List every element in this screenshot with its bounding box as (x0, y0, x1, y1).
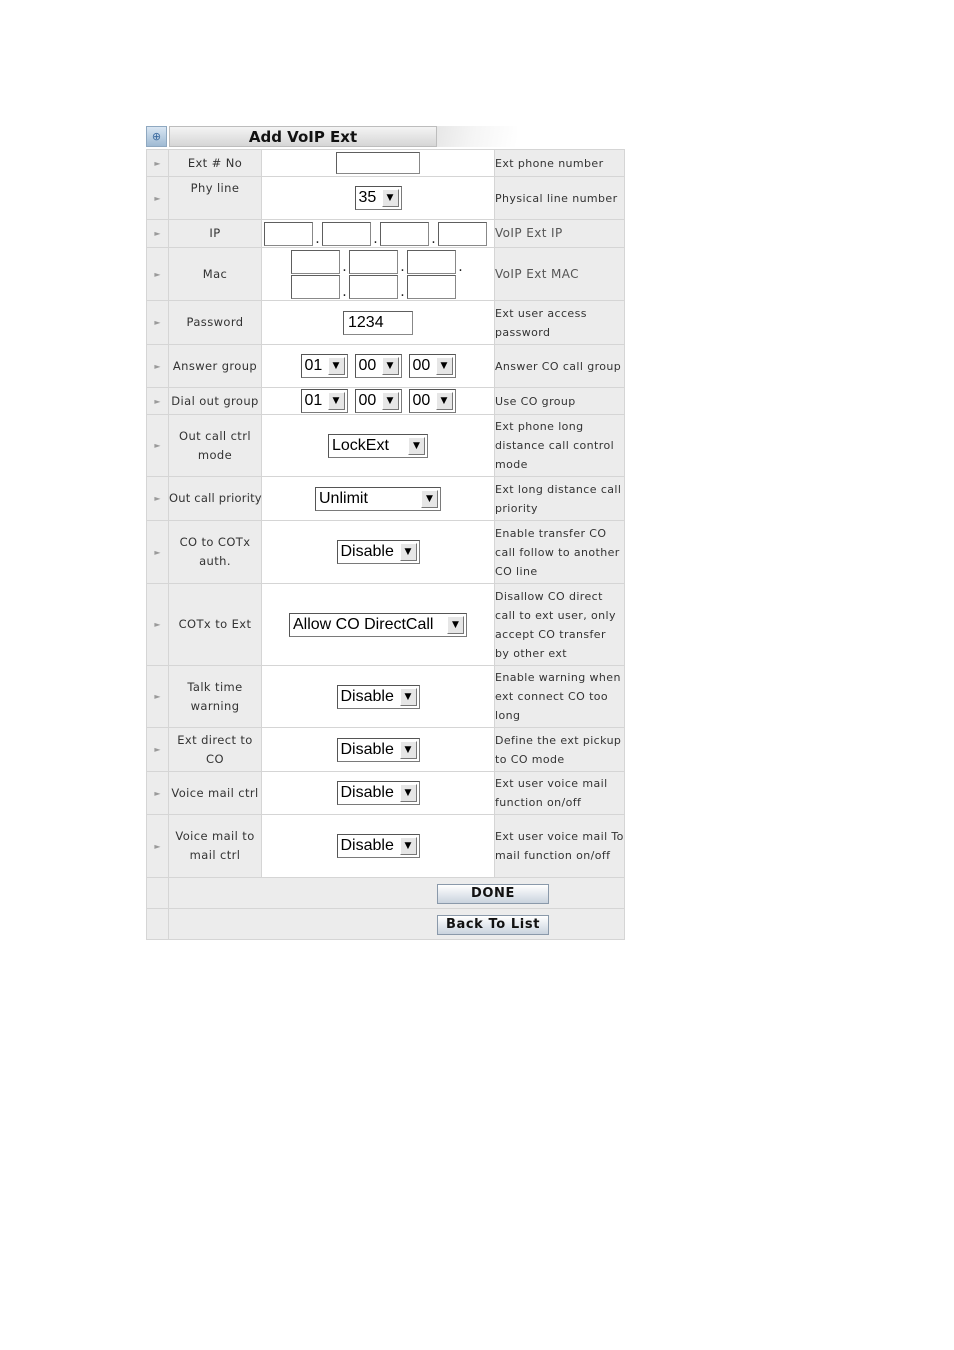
answer-group-value-2: 00 (358, 357, 377, 374)
row-cotx-to-ext (147, 584, 625, 666)
row-ext-direct-to-co (147, 728, 625, 772)
ip-dot: . (431, 230, 436, 247)
panel-title-bar (146, 126, 625, 148)
row-arrow-icon: ► (147, 220, 169, 248)
row-ip (147, 220, 625, 248)
row-arrow-icon: ► (147, 248, 169, 301)
out-call-ctrl-mode-desc: Ext phone long distance call control mode (495, 415, 625, 477)
chevron-down-icon[interactable]: ▼ (382, 357, 399, 375)
mac-dot: . (342, 283, 347, 300)
row-mac (147, 248, 625, 301)
row-talk-time-warning (147, 666, 625, 728)
done-button[interactable]: DONE (437, 884, 549, 904)
cotx-to-ext-select[interactable] (289, 613, 467, 637)
answer-group-value-3: 00 (412, 357, 431, 374)
expand-icon[interactable]: ⊕ (146, 126, 167, 147)
row-password (147, 301, 625, 345)
password-input[interactable]: 1234 (343, 311, 413, 335)
row-arrow-icon: ► (147, 301, 169, 345)
chevron-down-icon[interactable]: ▼ (400, 688, 417, 706)
chevron-down-icon[interactable]: ▼ (421, 490, 438, 508)
mac-desc: VoIP Ext MAC (495, 248, 625, 301)
row-arrow-icon: ► (147, 345, 169, 388)
co-to-cotx-auth-label: CO to COTx auth. (169, 521, 262, 584)
ip-octet-4[interactable] (438, 222, 487, 246)
row-arrow-icon: ► (147, 772, 169, 815)
out-call-priority-desc: Ext long distance call priority (495, 477, 625, 521)
voice-mail-to-mail-ctrl-value: Disable (340, 837, 394, 854)
co-to-cotx-auth-desc: Enable transfer CO call follow to another CO line (495, 521, 625, 584)
dial-out-group-value-2: 00 (358, 392, 377, 409)
row-arrow-icon: ► (147, 815, 169, 878)
voice-mail-ctrl-value: Disable (340, 784, 394, 801)
row-answer-group (147, 345, 625, 388)
chevron-down-icon[interactable]: ▼ (382, 189, 399, 207)
ip-octet-2[interactable] (322, 222, 371, 246)
row-voice-mail-to-mail-ctrl (147, 815, 625, 878)
answer-group-desc: Answer CO call group (495, 345, 625, 388)
mac-dot: . (342, 258, 347, 275)
row-phy-line (147, 177, 625, 220)
row-arrow-icon: ► (147, 584, 169, 666)
voice-mail-ctrl-label: Voice mail ctrl (169, 772, 262, 815)
talk-time-warning-label: Talk time warning (169, 666, 262, 728)
row-back (147, 909, 625, 940)
ip-label: IP (169, 220, 262, 248)
dial-out-group-select-1[interactable] (301, 389, 348, 413)
mac-byte-1[interactable] (291, 250, 340, 274)
answer-group-select-3[interactable] (409, 354, 456, 378)
ext-direct-to-co-value: Disable (340, 740, 394, 758)
row-arrow-icon: ► (147, 728, 169, 772)
chevron-down-icon[interactable]: ▼ (328, 357, 345, 375)
chevron-down-icon[interactable]: ▼ (400, 837, 417, 855)
ip-dot: . (315, 230, 320, 247)
row-arrow-icon: ► (147, 150, 169, 177)
mac-label: Mac (169, 248, 262, 301)
out-call-ctrl-mode-label: Out call ctrl mode (169, 415, 262, 477)
ext-direct-to-co-label: Ext direct to CO (169, 728, 262, 772)
password-label: Password (169, 301, 262, 345)
cotx-to-ext-desc: Disallow CO direct call to ext user, only accept CO transfer by other ext (495, 584, 625, 666)
mac-byte-6[interactable] (407, 275, 456, 299)
answer-group-value-1: 01 (304, 357, 323, 374)
mac-dot: . (458, 258, 463, 275)
row-done (147, 878, 625, 909)
title-bar-fade (437, 126, 517, 147)
answer-group-label: Answer group (169, 345, 262, 388)
dial-out-group-label: Dial out group (169, 388, 262, 415)
row-ext-no (147, 150, 625, 177)
ip-octet-3[interactable] (380, 222, 429, 246)
dial-out-group-select-2[interactable] (355, 389, 402, 413)
chevron-down-icon[interactable]: ▼ (400, 543, 417, 561)
chevron-down-icon[interactable]: ▼ (400, 784, 417, 802)
dial-out-group-value-1: 01 (304, 392, 323, 409)
row-arrow-icon: ► (147, 415, 169, 477)
phy-line-label: Phy line (169, 177, 262, 220)
chevron-down-icon[interactable]: ▼ (328, 392, 345, 410)
phy-line-select[interactable] (355, 186, 402, 210)
password-desc: Ext user access password (495, 301, 625, 345)
ext-no-label: Ext # No (169, 150, 262, 177)
answer-group-select-1[interactable] (301, 354, 348, 378)
mac-byte-2[interactable] (349, 250, 398, 274)
cotx-to-ext-value: Allow CO DirectCall (293, 615, 434, 633)
chevron-down-icon[interactable]: ▼ (436, 392, 453, 410)
panel-title: Add VoIP Ext (169, 126, 437, 147)
dial-out-group-desc: Use CO group (495, 388, 625, 415)
co-to-cotx-auth-select[interactable] (337, 540, 420, 564)
row-arrow-icon: ► (147, 521, 169, 584)
out-call-ctrl-mode-value: LockExt (332, 436, 389, 454)
co-to-cotx-auth-value: Disable (340, 543, 394, 560)
add-voip-ext-panel (146, 126, 625, 940)
voice-mail-ctrl-desc: Ext user voice mail function on/off (495, 772, 625, 815)
ext-direct-to-co-desc: Define the ext pickup to CO mode (495, 728, 625, 772)
chevron-down-icon[interactable]: ▼ (436, 357, 453, 375)
row-voice-mail-ctrl (147, 772, 625, 815)
chevron-down-icon[interactable]: ▼ (382, 392, 399, 410)
row-out-call-ctrl-mode (147, 415, 625, 477)
cotx-to-ext-label: COTx to Ext (169, 584, 262, 666)
chevron-down-icon[interactable]: ▼ (447, 616, 464, 634)
voice-mail-ctrl-select[interactable] (337, 781, 420, 805)
ip-dot: . (373, 230, 378, 247)
row-arrow-icon: ► (147, 666, 169, 728)
ext-no-input[interactable] (336, 152, 420, 174)
row-co-to-cotx-auth (147, 521, 625, 584)
mac-byte-3[interactable] (407, 250, 456, 274)
row-arrow-icon: ► (147, 477, 169, 521)
answer-group-select-2[interactable] (355, 354, 402, 378)
voice-mail-to-mail-ctrl-select[interactable] (337, 834, 420, 858)
ext-settings-table (146, 149, 625, 940)
voice-mail-to-mail-ctrl-label: Voice mail to mail ctrl (169, 815, 262, 878)
ext-no-desc: Ext phone number (495, 150, 625, 177)
out-call-priority-select[interactable] (315, 487, 441, 511)
ip-octet-1[interactable] (264, 222, 313, 246)
mac-byte-4[interactable] (291, 275, 340, 299)
talk-time-warning-desc: Enable warning when ext connect CO too long (495, 666, 625, 728)
row-arrow-icon: ► (147, 177, 169, 220)
voice-mail-to-mail-ctrl-desc: Ext user voice mail To mail function on/off (495, 815, 625, 878)
row-arrow-icon: ► (147, 388, 169, 415)
ip-desc: VoIP Ext IP (495, 220, 625, 248)
talk-time-warning-select[interactable] (337, 685, 420, 709)
mac-dot: . (400, 283, 405, 300)
mac-dot: . (400, 258, 405, 275)
chevron-down-icon[interactable]: ▼ (400, 741, 417, 759)
chevron-down-icon[interactable]: ▼ (408, 437, 425, 455)
dial-out-group-value-3: 00 (412, 392, 431, 409)
mac-byte-5[interactable] (349, 275, 398, 299)
out-call-priority-value: Unlimit (319, 489, 368, 507)
row-dial-out-group (147, 388, 625, 415)
talk-time-warning-value: Disable (340, 687, 394, 705)
phy-line-value: 35 (358, 189, 377, 206)
dial-out-group-select-3[interactable] (409, 389, 456, 413)
ext-direct-to-co-select[interactable] (337, 738, 420, 762)
back-to-list-button[interactable]: Back To List (437, 915, 549, 935)
row-out-call-priority (147, 477, 625, 521)
out-call-ctrl-mode-select[interactable] (328, 434, 428, 458)
phy-line-desc: Physical line number (495, 177, 625, 220)
out-call-priority-label: Out call priority (169, 477, 262, 521)
